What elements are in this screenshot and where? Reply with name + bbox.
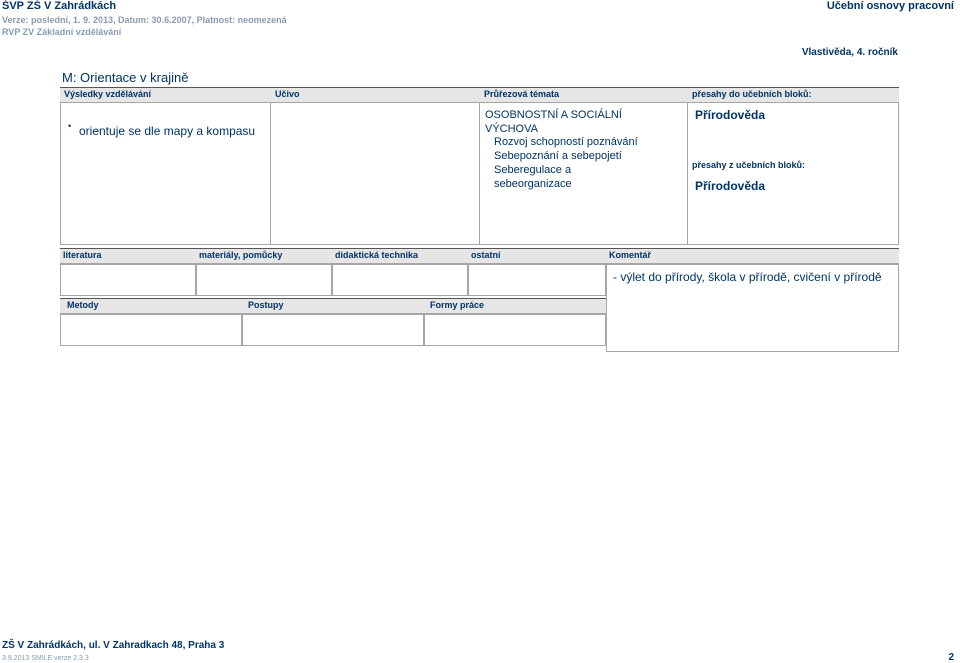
bullet-icon: • xyxy=(68,121,72,131)
section-title: Učební osnovy pracovní xyxy=(826,0,954,12)
ostatni-cell xyxy=(468,264,606,296)
materialy-cell xyxy=(196,264,332,296)
methods-table-header xyxy=(60,298,606,314)
document-title: ŠVP ZŠ V Zahrádkách xyxy=(2,0,117,12)
header-didakticka: didaktická technika xyxy=(335,250,419,260)
grade-label: Vlastivěda, 4. ročník xyxy=(801,47,898,58)
header-vysledky: Výsledky vzdělávání xyxy=(64,89,152,99)
version-line: Verze: poslední, 1. 9. 2013, Datum: 30.6.2007, Platnost: neomezená xyxy=(2,15,287,25)
column-divider xyxy=(479,103,480,245)
presahy-do-value: Přírodověda xyxy=(695,108,766,122)
header-postupy: Postupy xyxy=(248,300,284,310)
komentar-text: - výlet do přírody, škola v přírodě, cvičení v přírodě xyxy=(613,270,882,284)
header-literatura: literatura xyxy=(63,250,102,260)
rvp-line: RVP ZV Základní vzdělávání xyxy=(2,27,122,37)
header-materialy: materiály, pomůcky xyxy=(199,250,283,260)
result-item: orientuje se dle mapy a kompasu xyxy=(79,124,256,138)
theme-item: Sebepoznání a sebepojetí xyxy=(494,150,622,162)
presahy-z-label: přesahy z učebních bloků: xyxy=(692,160,806,170)
theme-heading-line1: OSOBNOSTNÍ A SOCIÁLNÍ xyxy=(485,109,622,121)
footer-software: 3.9.2013 SMILE verze 2.3.3 xyxy=(2,655,89,662)
didakticka-cell xyxy=(332,264,468,296)
theme-heading-line2: VÝCHOVA xyxy=(485,123,538,135)
literatura-cell xyxy=(60,264,196,296)
header-presahy-do: přesahy do učebních bloků: xyxy=(692,89,812,99)
theme-item: sebeorganizace xyxy=(494,178,572,190)
header-formy: Formy práce xyxy=(430,300,485,310)
presahy-z-value: Přírodověda xyxy=(695,179,766,193)
metody-cell xyxy=(60,314,242,346)
footer-school: ZŠ V Zahrádkách, ul. V Zahradkach 48, Praha 3 xyxy=(2,640,225,651)
header-komentar: Komentář xyxy=(609,250,652,260)
header-prurezova: Průřezová témata xyxy=(484,89,560,99)
header-metody: Metody xyxy=(67,300,99,310)
header-ostatni: ostatní xyxy=(471,250,501,260)
column-divider xyxy=(270,103,271,245)
header-ucivo: Učivo xyxy=(275,89,300,99)
column-divider xyxy=(687,103,688,245)
postupy-cell xyxy=(242,314,424,346)
theme-item: Rozvoj schopností poznávání xyxy=(494,136,638,148)
page-number: 2 xyxy=(948,652,954,663)
subject-title: M: Orientace v krajině xyxy=(62,70,189,85)
theme-item: Seberegulace a xyxy=(494,164,572,176)
formy-cell xyxy=(424,314,606,346)
